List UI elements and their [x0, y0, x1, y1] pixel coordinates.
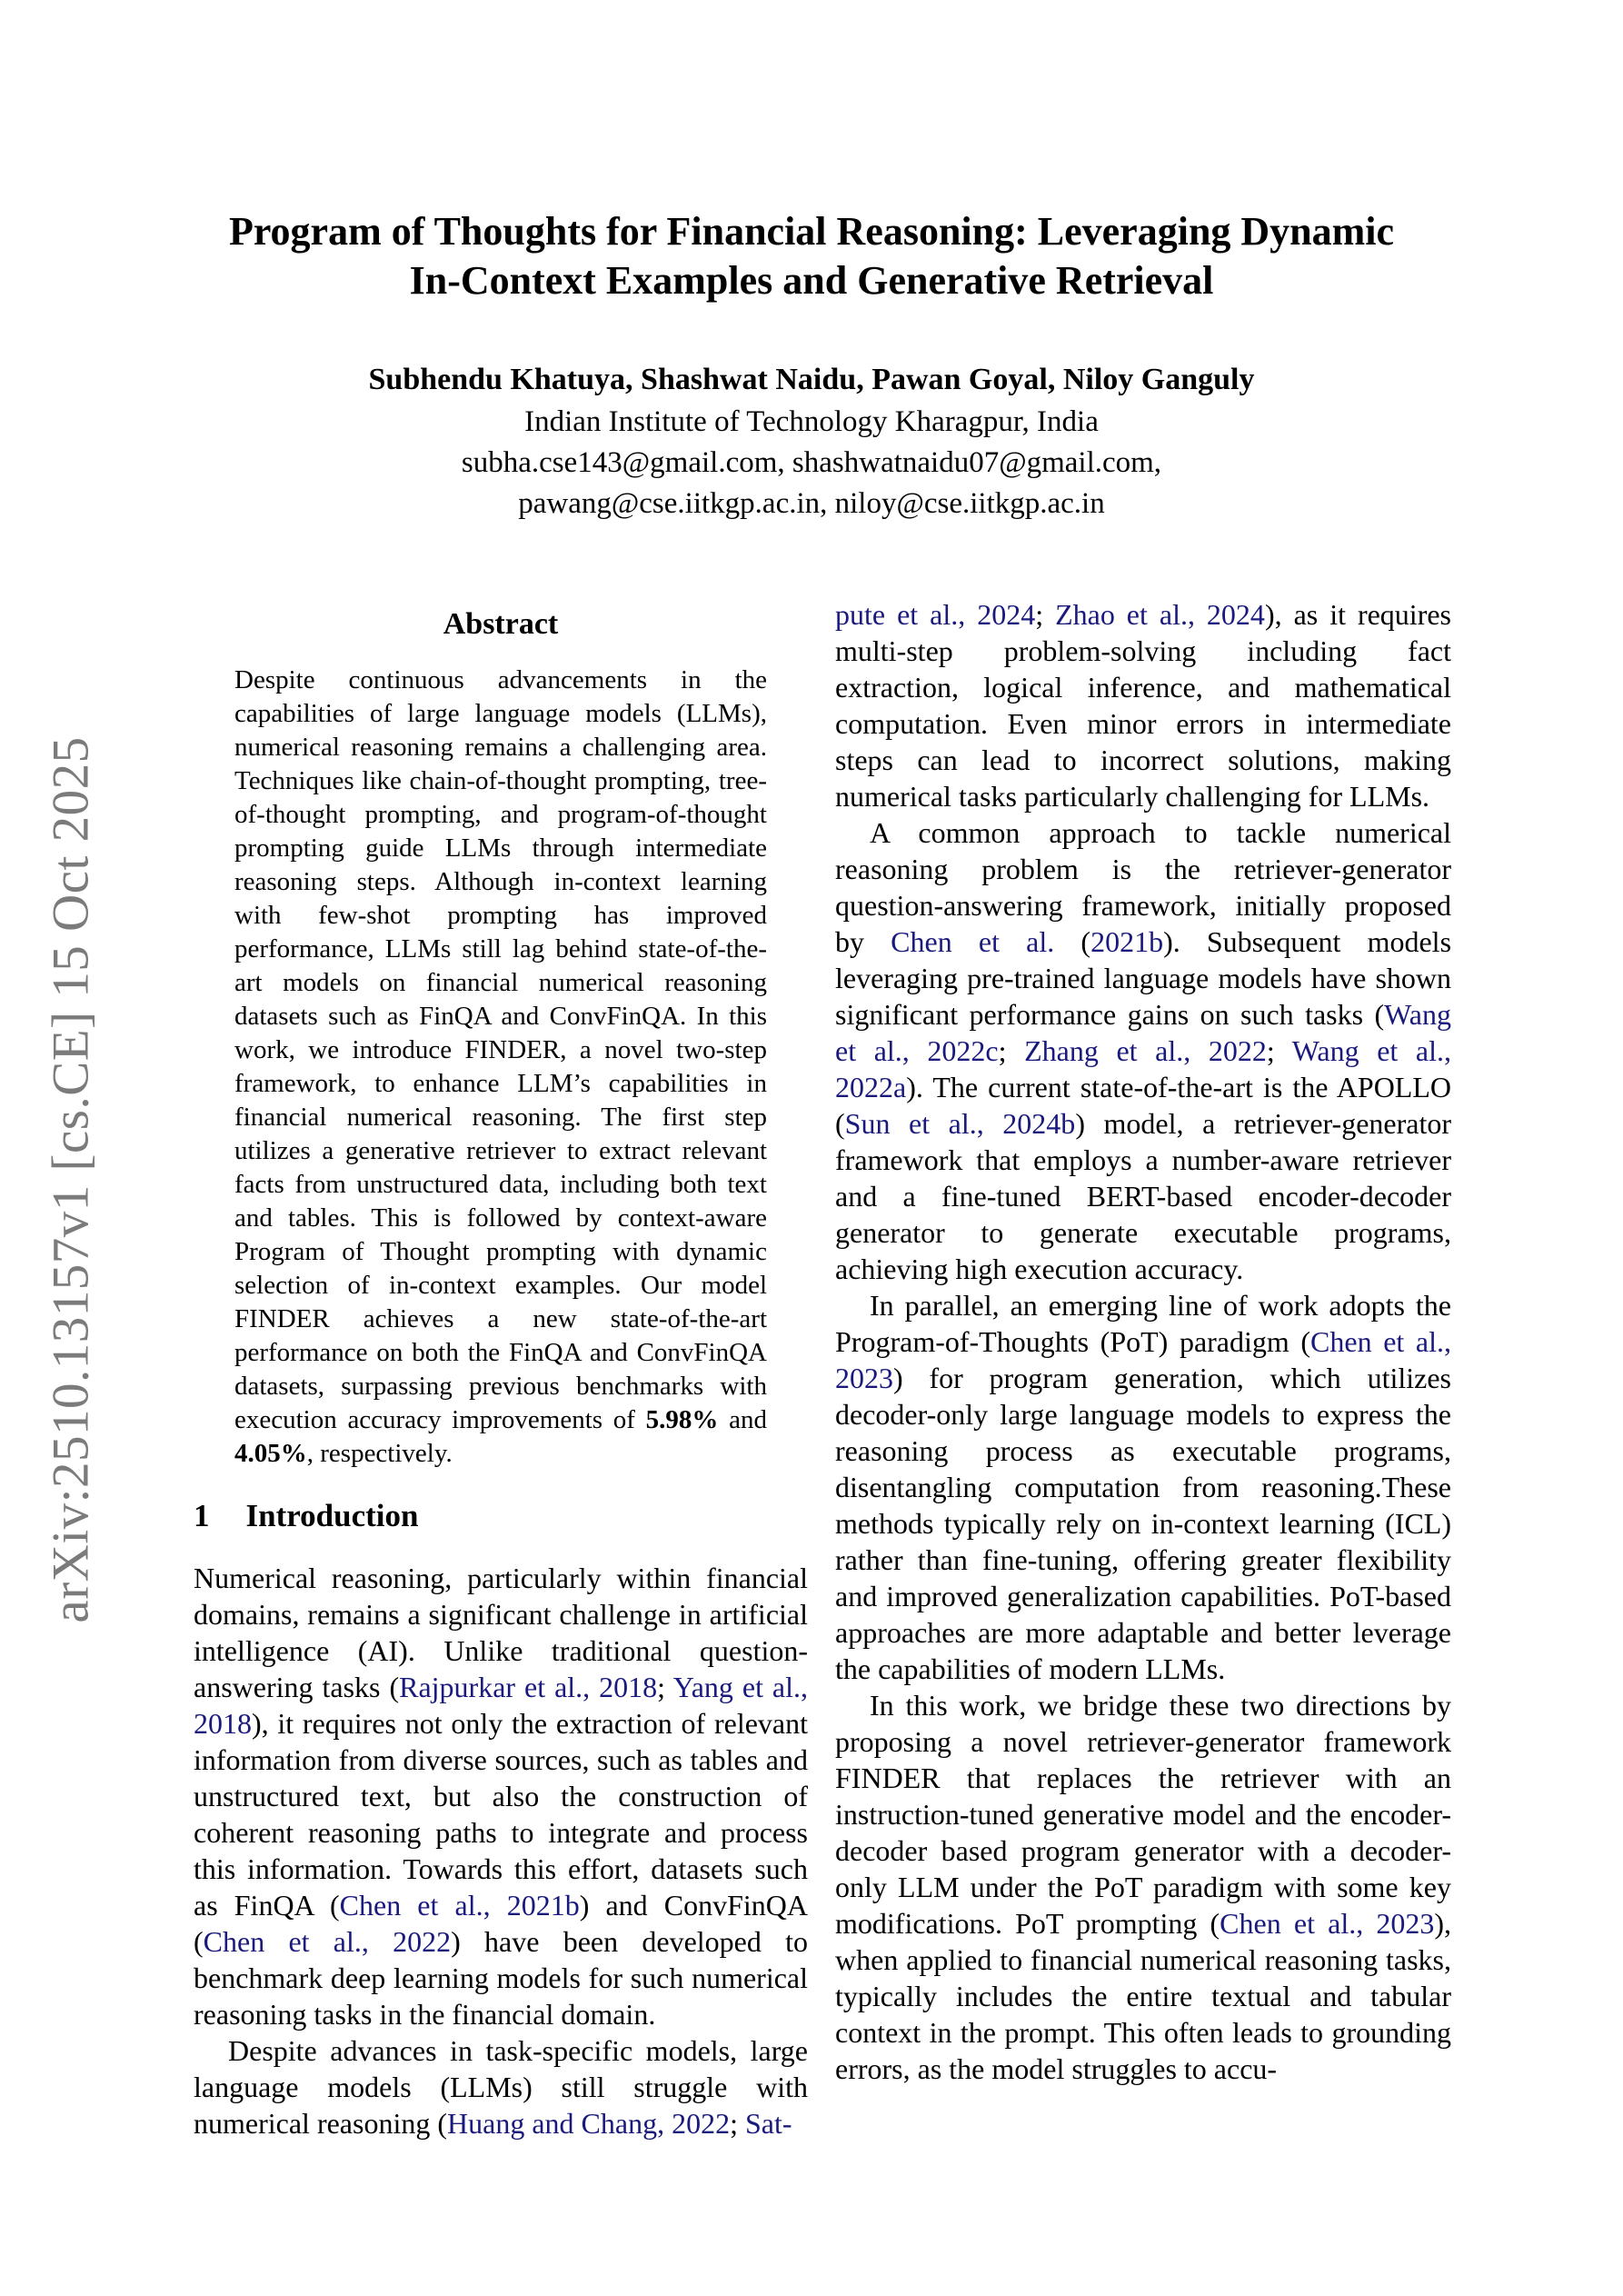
- arxiv-watermark: arXiv:2510.13157v1 [cs.CE] 15 Oct 2025: [42, 736, 100, 1623]
- text-run: ). The current state-of-the-art is the APOLLO (: [835, 1071, 1451, 1140]
- paper-title-line2: In-Context Examples and Generative Retrieval: [409, 258, 1214, 303]
- text-run: In parallel, an emerging line of work adopts the Program-of-Thoughts (PoT) paradigm (: [835, 1289, 1451, 1358]
- section-1-title: Introduction: [245, 1498, 419, 1533]
- text-run: ;: [657, 1671, 673, 1703]
- bold-metric: 4.05%: [234, 1439, 307, 1468]
- text-run: Despite advances in task-specific models, large language models (LLMs) still struggle with numerical reasoning (: [194, 2034, 808, 2140]
- right-column: [835, 596, 1451, 2087]
- citation-link[interactable]: Chen et al.: [891, 925, 1055, 958]
- text-run: A common approach to tackle numerical reasoning problem is the retriever-generator question-answering framework, initially proposed by: [835, 816, 1451, 958]
- citation-link[interactable]: Chen et al., 2021b: [339, 1889, 580, 1922]
- citation-link[interactable]: Sun et al., 2024b: [844, 1107, 1076, 1140]
- citation-link[interactable]: Chen et al., 2022: [203, 1925, 452, 1958]
- citation-link[interactable]: Zhao et al., 2024: [1055, 598, 1265, 631]
- text-run: ) have been developed to benchmark deep learning models for such numerical reasoning tasks in the financial domain.: [194, 1925, 808, 2031]
- citation-link[interactable]: Wang et al., 2022a: [835, 1034, 1452, 1103]
- text-run: ;: [730, 2107, 745, 2140]
- text-run: In this work, we bridge these two directions by proposing a novel retriever-generator framework FINDER that replaces the retriever with an instruction-tuned generative model and the encoder-decoder based program generator with a decoder-only LLM under the PoT paradigm with some key modifications. PoT prompting (: [835, 1689, 1451, 1940]
- text-run: ) for program generation, which utilizes decoder-only large language models to express the reasoning process as executable programs, disentangling computation from reasoning.These methods typically rely on in-context learning (ICL) rather than fine-tuning, offering greater flexibility and improved generalization capabilities. PoT-based approaches are more adaptable and better leverage the capabilities of modern LLMs.: [835, 1362, 1451, 1685]
- text-run: ), it requires not only the extraction of relevant information from diverse sources, such as tables and unstructured text, but also the construction of coherent reasoning paths to integrate and process this information. Towards this effort, datasets such as FinQA (: [194, 1707, 808, 1922]
- text-run: Numerical reasoning, particularly within financial domains, remains a significant challenge in artificial intelligence (AI). Unlike traditional question-answering tasks (: [194, 1562, 808, 1703]
- intro-paragraph-5: [835, 1687, 1451, 2087]
- text-run: , respectively.: [306, 1439, 453, 1468]
- text-run: (: [1054, 925, 1091, 958]
- authors-line: Subhendu Khatuya, Shashwat Naidu, Pawan Goyal, Niloy Ganguly: [368, 363, 1255, 396]
- citation-link[interactable]: 2021b: [1090, 925, 1164, 958]
- text-run: ;: [1035, 598, 1056, 631]
- abstract-text: [234, 664, 767, 1471]
- intro-paragraph-1: [194, 1560, 808, 2032]
- text-run: ;: [1266, 1034, 1292, 1067]
- bold-metric: 5.98%: [645, 1405, 719, 1434]
- citation-link[interactable]: Yang et al., 2018: [194, 1671, 809, 1740]
- abstract-heading: Abstract: [443, 607, 559, 641]
- paper-title: [0, 207, 1623, 305]
- text-run: ) and ConvFinQA (: [194, 1889, 809, 1958]
- citation-link[interactable]: Chen et al., 2023: [1220, 1907, 1435, 1940]
- text-run: ) model, a retriever-generator framework that employs a number-aware retriever and a fine-tuned BERT-based encoder-decoder generator to generate executable programs, achieving high execution accuracy.: [835, 1107, 1452, 1285]
- section-1-heading: [194, 1498, 808, 1534]
- intro-paragraph-4: [835, 1287, 1451, 1687]
- text-run: ). Subsequent models leveraging pre-trained language models have shown significant performance gains on such tasks (: [835, 925, 1452, 1031]
- intro-paragraph-2-continued: [835, 596, 1451, 814]
- left-column: [194, 607, 808, 2141]
- text-run: ), as it requires multi-step problem-solving including fact extraction, logical inference, and mathematical computation. Even minor errors in intermediate steps can lead to incorrect solutions, making numerical tasks particularly challenging for LLMs.: [835, 598, 1452, 813]
- email-line-2: pawang@cse.iitkgp.ac.in, niloy@cse.iitkgp.ac.in: [518, 487, 1105, 520]
- intro-paragraph-3: [835, 814, 1451, 1287]
- email-line-1: subha.cse143@gmail.com, shashwatnaidu07@gmail.com,: [461, 446, 1162, 479]
- citation-link[interactable]: Rajpurkar et al., 2018: [399, 1671, 658, 1703]
- text-run: ), when applied to financial numerical reasoning tasks, typically includes the entire textual and tabular context in the prompt. This often leads to grounding errors, as the model struggles to accu-: [835, 1907, 1452, 2085]
- paper-title-line1: Program of Thoughts for Financial Reasoning: Leveraging Dynamic: [228, 209, 1395, 254]
- text-run: and: [718, 1405, 767, 1434]
- intro-paragraph-2: [194, 2032, 808, 2141]
- text-run: ;: [998, 1034, 1025, 1067]
- section-1-number: 1: [194, 1498, 210, 1533]
- affiliation-line: Indian Institute of Technology Kharagpur, India: [524, 405, 1099, 438]
- citation-link[interactable]: Huang and Chang, 2022: [447, 2107, 731, 2140]
- citation-link[interactable]: Zhang et al., 2022: [1024, 1034, 1267, 1067]
- citation-link[interactable]: Sat-: [744, 2107, 792, 2140]
- citation-link[interactable]: Chen et al., 2023: [835, 1325, 1451, 1394]
- citation-link[interactable]: Wang et al., 2022c: [835, 998, 1451, 1067]
- citation-link[interactable]: pute et al., 2024: [835, 598, 1036, 631]
- text-run: Despite continuous advancements in the capabilities of large language models (LLMs), numerical reasoning remains a challenging area. Techniques like chain-of-thought prompting, tree-of-thought prompting, and program-of-thought prompting guide LLMs through intermediate reasoning steps. Although in-context learning with few-shot prompting has improved performance, LLMs still lag behind state-of-the-art models on financial numerical reasoning datasets such as FinQA and ConvFinQA. In this work, we introduce FINDER, a novel two-step framework, to enhance LLM’s capabilities in financial numerical reasoning. The first step utilizes a generative retriever to extract relevant facts from unstructured data, including both text and tables. This is followed by context-aware Program of Thought prompting with dynamic selection of in-context examples. Our model FINDER achieves a new state-of-the-art performance on both the FinQA and ConvFinQA datasets, surpassing previous benchmarks with execution accuracy improvements of: [234, 665, 767, 1434]
